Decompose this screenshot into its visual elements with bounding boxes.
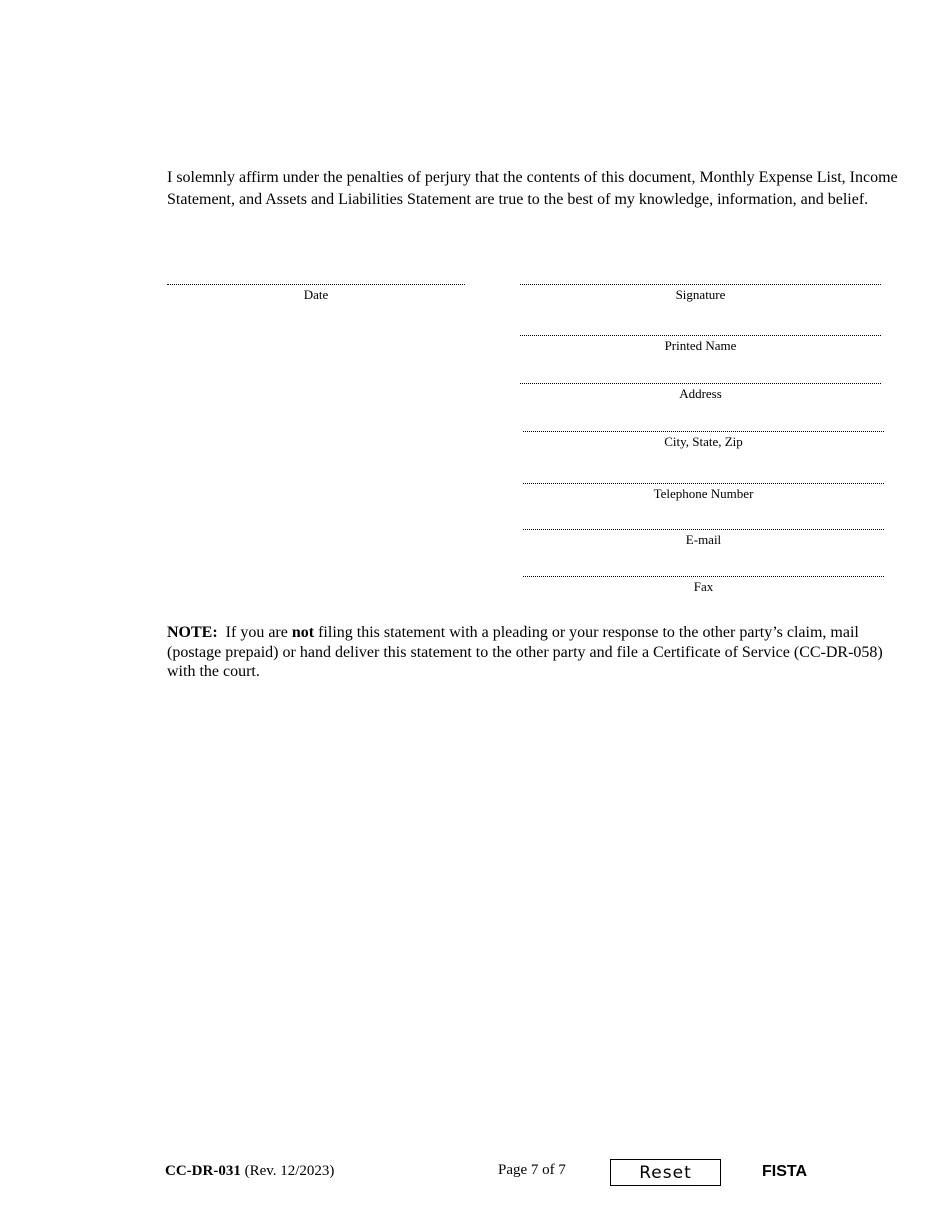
date-field[interactable]	[167, 284, 465, 303]
printed-name-label: Printed Name	[664, 338, 737, 353]
date-label: Date	[303, 287, 329, 302]
address-label: Address	[679, 386, 722, 401]
email-line	[523, 529, 884, 530]
fax-field[interactable]	[523, 576, 884, 595]
note-label: NOTE:	[167, 624, 218, 641]
telephone-line	[523, 483, 884, 484]
note-emphasis: not	[291, 624, 315, 641]
form-identifier	[165, 1163, 334, 1180]
form-revision: (Rev. 12/2023)	[244, 1163, 335, 1179]
affirmation-text: I solemnly affirm under the penalties of perjury that the contents of this document, Monthly Expense List, Income Statement, and Assets and Liabilities Statement are true to the best of my knowledge, information, and belief.	[167, 169, 898, 208]
telephone-label: Telephone Number	[653, 486, 754, 501]
signature-label: Signature	[675, 287, 726, 302]
note-text-part2: filing this statement with a pleading or your response to the other party’s claim, mail (postage prepaid) or hand deliver this statement to the other party and file a Certificate of Service (CC-DR-058) with the court.	[167, 624, 883, 680]
fax-label: Fax	[693, 579, 714, 594]
note-paragraph	[167, 623, 902, 682]
fax-line	[523, 576, 884, 577]
address-field[interactable]	[520, 383, 881, 402]
printed-name-line	[520, 335, 881, 336]
city-state-zip-field[interactable]	[523, 431, 884, 450]
address-line	[520, 383, 881, 384]
reset-button[interactable]: Reset	[610, 1159, 721, 1186]
note-text-part1: If you are	[225, 624, 288, 641]
email-field[interactable]	[523, 529, 884, 548]
page-number: Page 7 of 7	[498, 1162, 566, 1178]
date-line	[167, 284, 465, 285]
printed-name-field[interactable]	[520, 335, 881, 354]
fista-label: FISTA	[762, 1163, 808, 1180]
signature-field[interactable]	[520, 284, 881, 303]
city-state-zip-line	[523, 431, 884, 432]
form-number: CC-DR-031	[165, 1163, 241, 1179]
city-state-zip-label: City, State, Zip	[664, 434, 743, 449]
telephone-field[interactable]	[523, 483, 884, 502]
email-label: E-mail	[685, 532, 722, 547]
signature-line	[520, 284, 881, 285]
